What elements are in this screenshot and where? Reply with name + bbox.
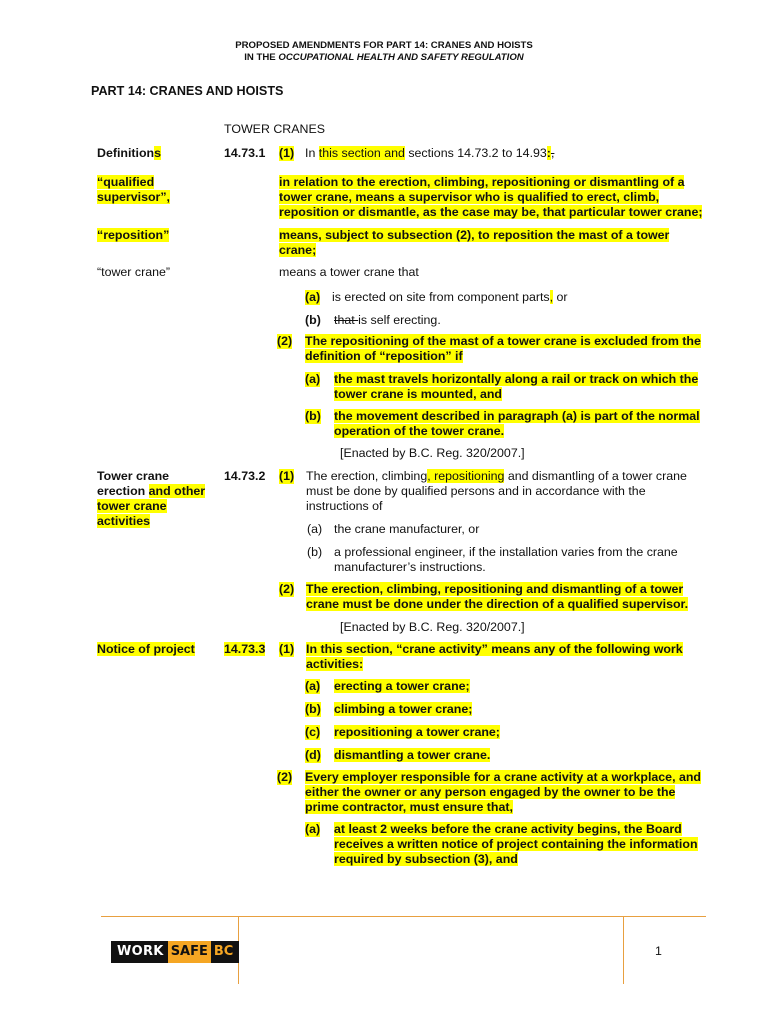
notice-para-b-num: (b) — [305, 702, 321, 716]
tower-crane-label: “tower crane” — [97, 265, 170, 279]
section-number-14-73-1: 14.73.1 — [224, 146, 266, 160]
reposition-label — [97, 228, 215, 243]
erection-label-2: and other tower crane activities — [97, 484, 206, 528]
notice-para-c-num: (c) — [305, 725, 321, 739]
definitions-subsection-1: (1) — [279, 146, 295, 160]
definitions-intro — [305, 146, 554, 161]
notice-subsection-2-num: (2) — [277, 770, 293, 784]
page-number: 1 — [655, 944, 662, 958]
section-heading-text: TOWER CRANES — [224, 122, 325, 136]
logo-bc: BC — [211, 941, 239, 963]
erection-subsection-2-text — [306, 582, 706, 612]
def-para-a-num: (a) — [305, 290, 321, 304]
logo-safe: SAFE — [168, 941, 211, 963]
er-2: , repositioning — [427, 469, 505, 483]
def-intro-1: In — [305, 146, 319, 160]
notice-para-d-text — [334, 748, 490, 763]
erection-label — [97, 469, 217, 529]
notice-para-a-text — [334, 679, 470, 694]
notice-sub1-text — [306, 642, 706, 672]
notice-d: dismantling a tower crane. — [334, 748, 491, 762]
def-intro-2: this section and — [318, 146, 405, 160]
def-subsection-2-num: (2) — [277, 334, 293, 348]
erection-para-a-num: (a) — [307, 522, 323, 536]
def-a-3: or — [553, 290, 568, 304]
section-heading — [224, 122, 325, 137]
erection-para-a-text: the crane manufacturer, or — [334, 522, 480, 536]
reposition-label-text: “reposition” — [97, 228, 170, 242]
def-a-1: is erected on site from component parts — [332, 290, 550, 304]
notice-c: repositioning a tower crane; — [334, 725, 500, 739]
def-a-2: , — [549, 290, 554, 304]
er-3: and dismantling of a tower crane must be done by qualified persons and in accordance with the instructions of — [306, 469, 687, 513]
tower-crane-definition: means a tower crane that — [279, 265, 419, 279]
erection-para-b-text: a professional engineer, if the installation varies from the crane manufacturer’s instructions. — [334, 545, 678, 574]
qualified-supervisor-definition — [279, 175, 707, 220]
footer-rule — [101, 916, 706, 917]
notice-para-c-text — [334, 725, 500, 740]
er-sub2: The erection, climbing, repositioning and dismantling of a tower crane must be done under the direction of a qualified supervisor. — [306, 582, 689, 611]
def-sub2-a-num: (a) — [305, 372, 321, 386]
logo-work: WORK — [111, 941, 168, 963]
def-para-b-text — [334, 313, 441, 328]
erection-label-1: Tower crane erection — [97, 469, 170, 498]
notice-label — [97, 642, 215, 657]
qualified-supervisor-label — [97, 175, 215, 205]
section-number-14-73-3 — [224, 642, 265, 657]
def-para-a-text — [332, 290, 568, 305]
doc-header-line-2 — [0, 52, 768, 64]
notice-para-b-text — [334, 702, 472, 717]
erection-subsection-2-num: (2) — [279, 582, 295, 596]
def-sub2-b-text — [334, 409, 710, 439]
definitions-label-a: Definition — [97, 146, 155, 160]
def-intro-3: sections 14.73.2 to 14.93 — [404, 146, 547, 160]
notice-label-text: Notice of project — [97, 642, 195, 656]
erection-enacted-note: [Enacted by B.C. Reg. 320/2007.] — [340, 620, 525, 634]
reposition-definition — [279, 228, 699, 258]
notice-sub2: Every employer responsible for a crane activity at a workplace, and either the owner or any person engaged by the owner to be the prime contractor, must ensure that, — [305, 770, 701, 814]
worksafebc-logo — [111, 941, 239, 963]
notice-subsection-2-text — [305, 770, 710, 815]
def-para-b-num: (b) — [305, 313, 321, 327]
qs-label-text: “qualified supervisor”, — [97, 175, 170, 204]
def-sub2-b: the movement described in paragraph (a) is part of the normal operation of the tower crane. — [334, 409, 700, 438]
def-intro-4: : — [546, 146, 551, 160]
footer-divider-right — [623, 916, 624, 984]
def-intro-5: , — [550, 146, 555, 160]
qs-text: in relation to the erection, climbing, repositioning or dismantling of a tower crane, means a supervisor who is qualified to erect, climb, reposition or dismantle, as the case may be, that particular tower crane; — [279, 175, 703, 219]
notice-section-text: 14.73.3 — [224, 642, 266, 656]
def-sub2-b-num: (b) — [305, 409, 321, 423]
notice-b: climbing a tower crane; — [334, 702, 473, 716]
def-b-2: is self erecting. — [358, 313, 441, 327]
notice-text: In this section, “crane activity” means any of the following work activities: — [306, 642, 683, 671]
notice-sub2-a-text — [334, 822, 706, 867]
doc-header-line-1: PROPOSED AMENDMENTS FOR PART 14: CRANES AND HOISTS — [235, 40, 533, 51]
def-sub2-a: the mast travels horizontally along a rail or track on which the tower crane is mounted, and — [334, 372, 699, 401]
erection-para-b-num: (b) — [307, 545, 323, 559]
header-prefix: IN THE — [244, 52, 279, 63]
notice-para-d-num: (d) — [305, 748, 321, 762]
definitions-label-b: s — [154, 146, 162, 160]
definitions-label — [97, 146, 215, 161]
def-b-1: that — [334, 313, 359, 327]
notice-subsection-1: (1) — [279, 642, 295, 656]
header-italic: OCCUPATIONAL HEALTH AND SAFETY REGULATION — [278, 52, 524, 63]
def-enacted-note: [Enacted by B.C. Reg. 320/2007.] — [340, 446, 525, 460]
notice-sub2-a-num: (a) — [305, 822, 321, 836]
notice-sub2-a: at least 2 weeks before the crane activity begins, the Board receives a written notice of project containing the information required by subsection (3), and — [334, 822, 698, 866]
part-title: PART 14: CRANES AND HOISTS — [91, 84, 284, 98]
erection-sub1-text — [306, 469, 710, 514]
notice-para-a-num: (a) — [305, 679, 321, 693]
section-number-14-73-2: 14.73.2 — [224, 469, 266, 483]
def-sub2-a-text — [334, 372, 710, 402]
def-subsection-2-text — [305, 334, 709, 364]
reposition-text: means, subject to subsection (2), to reposition the mast of a tower crane; — [279, 228, 670, 257]
erection-subsection-1: (1) — [279, 469, 295, 483]
notice-a: erecting a tower crane; — [334, 679, 470, 693]
def-sub2-text: The repositioning of the mast of a tower crane is excluded from the definition of “reposition” if — [305, 334, 701, 363]
er-1: The erection, climbing — [306, 469, 428, 483]
